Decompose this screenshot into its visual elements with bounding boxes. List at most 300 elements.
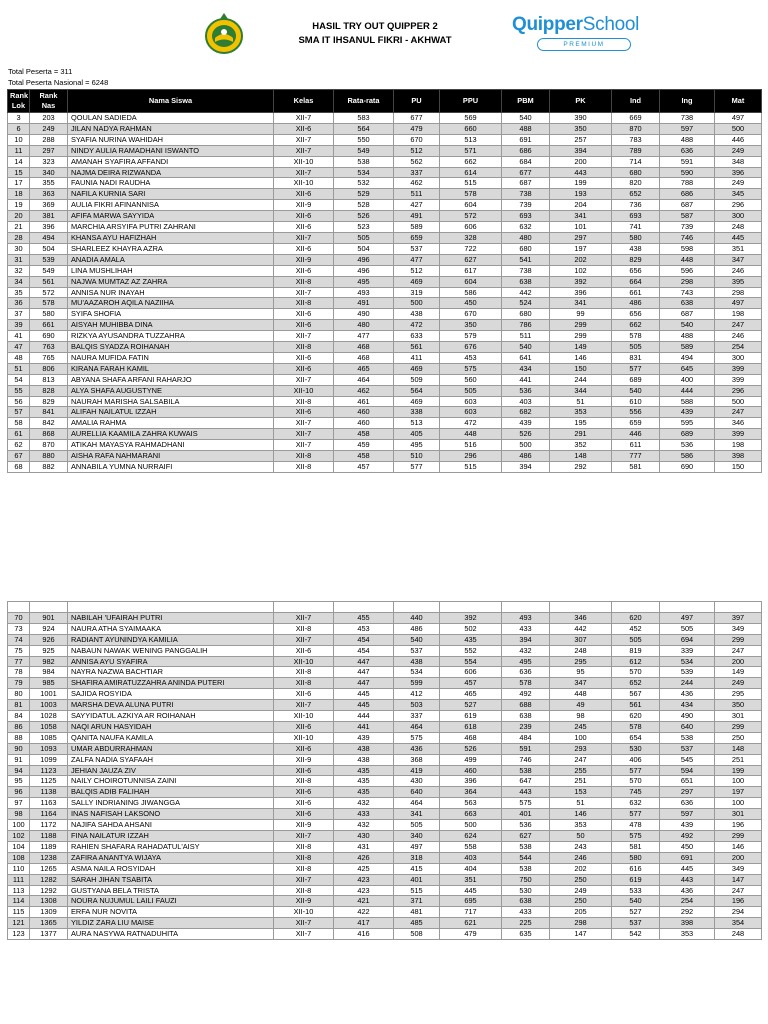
table-cell: 537 <box>394 243 440 254</box>
table-cell: 353 <box>660 929 715 940</box>
table-cell: 575 <box>612 831 660 842</box>
table-cell: 1238 <box>30 852 68 863</box>
table-cell: 505 <box>394 820 440 831</box>
table-cell: 296 <box>715 200 762 211</box>
table-cell: 457 <box>334 462 394 473</box>
table-row <box>8 178 762 189</box>
table-cell: 570 <box>612 667 660 678</box>
table-cell: 11 <box>8 145 30 156</box>
table-cell: 612 <box>612 656 660 667</box>
table-cell: XII-6 <box>274 689 334 700</box>
table-cell: 495 <box>394 440 440 451</box>
table-cell: 480 <box>502 232 550 243</box>
table-cell: 484 <box>502 732 550 743</box>
table-cell: 18 <box>8 189 30 200</box>
table-cell: 561 <box>394 342 440 353</box>
table-cell: 197 <box>715 787 762 798</box>
table-cell: 454 <box>334 634 394 645</box>
table-cell: 549 <box>30 265 68 276</box>
table-cell: 590 <box>660 167 715 178</box>
col-pu: PU <box>394 90 440 113</box>
table-cell: XII-10 <box>274 656 334 667</box>
table-cell: 447 <box>334 656 394 667</box>
table-row <box>8 776 762 787</box>
table-cell: 572 <box>30 287 68 298</box>
table-cell: 468 <box>440 732 502 743</box>
table-cell: 298 <box>660 276 715 287</box>
table-cell: 530 <box>502 885 550 896</box>
table-cell: 828 <box>30 385 68 396</box>
table-cell: 70 <box>8 612 30 623</box>
table-cell: 636 <box>660 145 715 156</box>
table-cell: 556 <box>612 407 660 418</box>
table-cell: 575 <box>502 798 550 809</box>
table-cell: XII-7 <box>274 418 334 429</box>
table-cell: NAJMA DEIRA RIZWANDA <box>68 167 274 178</box>
table-cell: 641 <box>502 352 550 363</box>
table-cell: 469 <box>394 276 440 287</box>
table-cell: 58 <box>8 418 30 429</box>
table-cell: 606 <box>440 222 502 233</box>
table-row <box>8 623 762 634</box>
report-title-line2: SMA IT IHSANUL FIKRI - AKHWAT <box>298 35 452 46</box>
table-cell: ANNISA NUR INAYAH <box>68 287 274 298</box>
table-cell: 497 <box>715 298 762 309</box>
empty-cell <box>394 602 440 613</box>
table-cell: RIZKYA AYUSANDRA TUZZAHRA <box>68 331 274 342</box>
table-cell: 619 <box>440 711 502 722</box>
table-cell: 347 <box>550 678 612 689</box>
table-cell: 457 <box>440 678 502 689</box>
table-cell: 80 <box>8 689 30 700</box>
table-cell: 433 <box>502 623 550 634</box>
table-cell: 203 <box>30 113 68 124</box>
table-cell: 526 <box>334 211 394 222</box>
table-cell: XII-7 <box>274 440 334 451</box>
table-cell: XII-10 <box>274 156 334 167</box>
table-cell: 1282 <box>30 874 68 885</box>
table-cell: 411 <box>394 352 440 363</box>
table-cell: 624 <box>440 831 502 842</box>
table-cell: 150 <box>715 462 762 473</box>
table-cell: XII-7 <box>274 874 334 885</box>
table-header-row <box>8 90 762 113</box>
table-cell: 392 <box>440 612 502 623</box>
table-cell: 664 <box>612 276 660 287</box>
table-cell: 114 <box>8 896 30 907</box>
table-cell: 636 <box>502 667 550 678</box>
table-cell: 249 <box>715 678 762 689</box>
table-cell: 115 <box>8 907 30 918</box>
table-cell: XII-6 <box>274 211 334 222</box>
table-cell: 524 <box>502 298 550 309</box>
table-cell: ALIFAH NAILATUL IZZAH <box>68 407 274 418</box>
table-cell: 635 <box>502 929 550 940</box>
table-cell: 496 <box>334 254 394 265</box>
table-row <box>8 429 762 440</box>
table-cell: 575 <box>394 732 440 743</box>
table-row <box>8 222 762 233</box>
table-cell: 90 <box>8 743 30 754</box>
table-cell: 500 <box>715 396 762 407</box>
table-cell: 369 <box>30 200 68 211</box>
table-cell: 434 <box>660 700 715 711</box>
table-cell: 490 <box>660 711 715 722</box>
table-cell: XII-8 <box>274 852 334 863</box>
table-cell: 433 <box>334 809 394 820</box>
table-cell: 298 <box>550 918 612 929</box>
table-cell: 532 <box>334 178 394 189</box>
table-cell: 32 <box>8 265 30 276</box>
table-cell: 580 <box>612 852 660 863</box>
table-cell: 577 <box>612 363 660 374</box>
table-cell: 443 <box>502 787 550 798</box>
table-cell: 603 <box>440 407 502 418</box>
table-cell: 695 <box>440 896 502 907</box>
table-cell: 394 <box>502 462 550 473</box>
report-header <box>0 0 768 60</box>
table-row <box>8 331 762 342</box>
table-row <box>8 863 762 874</box>
table-cell: 436 <box>660 689 715 700</box>
table-cell: 77 <box>8 656 30 667</box>
table-cell: RAHIEN SHAFARA RAHADATUL'AISY <box>68 841 274 852</box>
table-cell: 806 <box>30 363 68 374</box>
table-cell: 250 <box>715 732 762 743</box>
report-title-line1: HASIL TRY OUT QUIPPER 2 <box>312 21 438 32</box>
table-cell: 96 <box>8 787 30 798</box>
table-cell: 651 <box>660 776 715 787</box>
table-cell: GUSTYANA BELA TRISTA <box>68 885 274 896</box>
table-cell: 488 <box>660 134 715 145</box>
table-cell: 394 <box>502 634 550 645</box>
table-cell: XII-10 <box>274 385 334 396</box>
table-cell: 21 <box>8 222 30 233</box>
table-cell: 512 <box>394 265 440 276</box>
table-cell: 101 <box>550 222 612 233</box>
table-cell: 632 <box>612 798 660 809</box>
table-cell: XII-7 <box>274 167 334 178</box>
table-cell: 399 <box>715 429 762 440</box>
table-cell: NOURA NUJUMUL LAILI FAUZI <box>68 896 274 907</box>
table-cell: 149 <box>550 342 612 353</box>
table-cell: XII-7 <box>274 113 334 124</box>
table-row <box>8 145 762 156</box>
table-row <box>8 342 762 353</box>
table-cell: 786 <box>502 320 550 331</box>
table-cell: 67 <box>8 451 30 462</box>
table-cell: 750 <box>502 874 550 885</box>
table-row <box>8 418 762 429</box>
table-cell: ABYANA SHAFA ARFANI RAHARJO <box>68 374 274 385</box>
table-cell: 248 <box>715 222 762 233</box>
table-cell: 560 <box>440 374 502 385</box>
table-cell: 79 <box>8 678 30 689</box>
table-cell: 536 <box>502 820 550 831</box>
table-cell: 34 <box>8 276 30 287</box>
table-cell: 19 <box>8 200 30 211</box>
table-cell: 111 <box>8 874 30 885</box>
table-cell: 257 <box>550 134 612 145</box>
table-cell: 746 <box>660 232 715 243</box>
table-cell: 368 <box>394 754 440 765</box>
table-cell: 1265 <box>30 863 68 874</box>
table-cell: MARCHIA ARSYIFA PUTRI ZAHRANI <box>68 222 274 233</box>
table-cell: 777 <box>612 451 660 462</box>
table-cell: 509 <box>394 374 440 385</box>
empty-cell <box>68 602 274 613</box>
table-cell: 494 <box>30 232 68 243</box>
table-cell: 540 <box>660 320 715 331</box>
table-cell: XII-7 <box>274 145 334 156</box>
table-cell: 406 <box>612 754 660 765</box>
table-row <box>8 765 762 776</box>
table-cell: 75 <box>8 645 30 656</box>
table-cell: 319 <box>394 287 440 298</box>
table-cell: 347 <box>715 254 762 265</box>
table-cell: 14 <box>8 156 30 167</box>
table-cell: 676 <box>440 342 502 353</box>
table-cell: AISYAH MUHIBBA DINA <box>68 320 274 331</box>
table-cell: 97 <box>8 798 30 809</box>
table-cell: 515 <box>440 178 502 189</box>
table-cell: 591 <box>502 743 550 754</box>
table-cell: 299 <box>550 331 612 342</box>
table-cell: 68 <box>8 462 30 473</box>
table-cell: 99 <box>550 309 612 320</box>
table-cell: 677 <box>502 167 550 178</box>
table-cell: 104 <box>8 841 30 852</box>
table-cell: 661 <box>30 320 68 331</box>
table-cell: 441 <box>334 721 394 732</box>
table-cell: NAILY CHOIROTUNNISA ZAINI <box>68 776 274 787</box>
table-cell: 537 <box>660 743 715 754</box>
table-cell: 35 <box>8 287 30 298</box>
table-cell: 598 <box>660 243 715 254</box>
table-cell: XII-8 <box>274 841 334 852</box>
table-cell: 246 <box>715 265 762 276</box>
table-cell: 670 <box>440 309 502 320</box>
table-row <box>8 809 762 820</box>
table-cell: 146 <box>550 352 612 363</box>
table-cell: XII-7 <box>274 831 334 842</box>
col-ppu: PPU <box>440 90 502 113</box>
table-cell: XII-9 <box>274 754 334 765</box>
table-cell: 542 <box>612 929 660 940</box>
table-cell: 435 <box>334 787 394 798</box>
table-cell: 494 <box>660 352 715 363</box>
table-cell: YILDIZ ZARA LIU MAISE <box>68 918 274 929</box>
table-cell: 36 <box>8 298 30 309</box>
table-cell: 831 <box>612 352 660 363</box>
table-cell: 10 <box>8 134 30 145</box>
table-cell: 202 <box>550 863 612 874</box>
table-cell: 493 <box>502 612 550 623</box>
table-cell: 430 <box>334 831 394 842</box>
table-cell: 403 <box>502 396 550 407</box>
table-cell: 656 <box>612 265 660 276</box>
table-cell: 500 <box>715 123 762 134</box>
table-cell: MU'AAZAROH AQILA NAZIIHA <box>68 298 274 309</box>
table-cell: QOULAN SADIEDA <box>68 113 274 124</box>
table-cell: 1309 <box>30 907 68 918</box>
table-cell: 589 <box>394 222 440 233</box>
empty-cell <box>502 602 550 613</box>
table-cell: 620 <box>612 711 660 722</box>
table-cell: 20 <box>8 211 30 222</box>
table-cell: 550 <box>334 134 394 145</box>
table-cell: 539 <box>30 254 68 265</box>
table-cell: 680 <box>612 167 660 178</box>
table-row <box>8 787 762 798</box>
table-cell: 352 <box>550 440 612 451</box>
table-cell: ZAFIRA ANANTYA WIJAYA <box>68 852 274 863</box>
table-cell: XII-8 <box>274 396 334 407</box>
col-rank-lok: Rank Lok <box>8 90 30 113</box>
table-cell: 687 <box>660 309 715 320</box>
table-cell: 813 <box>30 374 68 385</box>
table-cell: 349 <box>715 623 762 634</box>
table-cell: 337 <box>394 711 440 722</box>
table-cell: XII-8 <box>274 298 334 309</box>
table-cell: 381 <box>30 211 68 222</box>
table-cell: 200 <box>715 852 762 863</box>
table-cell: XII-6 <box>274 265 334 276</box>
table-cell: 148 <box>550 451 612 462</box>
table-cell: 288 <box>30 134 68 145</box>
table-cell: JEHIAN JAUZA ZIV <box>68 765 274 776</box>
table-cell: 469 <box>394 396 440 407</box>
table-row <box>8 732 762 743</box>
table-cell: XII-6 <box>274 123 334 134</box>
table-cell: 147 <box>550 929 612 940</box>
table-cell: 422 <box>334 907 394 918</box>
table-cell: 619 <box>612 874 660 885</box>
table-cell: 486 <box>502 451 550 462</box>
table-cell: 462 <box>334 385 394 396</box>
table-cell: 150 <box>550 363 612 374</box>
table-cell: 445 <box>660 863 715 874</box>
table-cell: 503 <box>394 700 440 711</box>
table-cell: JILAN NADYA RAHMAN <box>68 123 274 134</box>
table-cell: 17 <box>8 178 30 189</box>
col-pbm: PBM <box>502 90 550 113</box>
table-cell: 110 <box>8 863 30 874</box>
table-cell: 570 <box>612 776 660 787</box>
table-cell: 51 <box>550 798 612 809</box>
table-cell: 505 <box>440 385 502 396</box>
table-cell: 296 <box>440 451 502 462</box>
table-row <box>8 254 762 265</box>
table-cell: 78 <box>8 667 30 678</box>
brand-school: School <box>582 14 640 35</box>
table-cell: 745 <box>612 787 660 798</box>
table-cell: 458 <box>334 451 394 462</box>
table-cell: 440 <box>394 612 440 623</box>
table-cell: 1377 <box>30 929 68 940</box>
table-row <box>8 700 762 711</box>
table-cell: 537 <box>612 918 660 929</box>
table-cell: 829 <box>612 254 660 265</box>
table-cell: 462 <box>394 178 440 189</box>
table-cell: 147 <box>715 874 762 885</box>
table-cell: 689 <box>660 429 715 440</box>
table-cell: 1164 <box>30 809 68 820</box>
table-cell: 86 <box>8 721 30 732</box>
table-cell: 627 <box>440 254 502 265</box>
table-cell: 694 <box>660 634 715 645</box>
table-cell: 297 <box>660 787 715 798</box>
table-cell: 597 <box>660 123 715 134</box>
table-cell: XII-6 <box>274 189 334 200</box>
table-row <box>8 167 762 178</box>
table-cell: 395 <box>715 276 762 287</box>
table-cell: XII-6 <box>274 743 334 754</box>
table-cell: 504 <box>30 243 68 254</box>
table-cell: XII-7 <box>274 232 334 243</box>
table-row <box>8 885 762 896</box>
table-cell: 477 <box>394 254 440 265</box>
table-cell: XII-10 <box>274 178 334 189</box>
table-cell: 55 <box>8 385 30 396</box>
table-cell: 661 <box>612 287 660 298</box>
table-cell: KIRANA FARAH KAMIL <box>68 363 274 374</box>
table-cell: 687 <box>660 200 715 211</box>
table-cell: 693 <box>612 211 660 222</box>
table-cell: 250 <box>550 874 612 885</box>
report-title <box>290 20 460 48</box>
table-row <box>8 265 762 276</box>
table-cell: 561 <box>612 700 660 711</box>
table-cell: 244 <box>550 374 612 385</box>
table-cell: 425 <box>334 863 394 874</box>
table-cell: 445 <box>334 689 394 700</box>
table-cell: 444 <box>660 385 715 396</box>
table-cell: 500 <box>440 820 502 831</box>
table-cell: 528 <box>334 200 394 211</box>
table-cell: 604 <box>440 200 502 211</box>
table-cell: NABAUN NAWAK WENING PANGGALIH <box>68 645 274 656</box>
table-cell: 586 <box>660 451 715 462</box>
table-cell: 364 <box>440 787 502 798</box>
table-cell: 81 <box>8 700 30 711</box>
table-cell: 48 <box>8 352 30 363</box>
table-row <box>8 451 762 462</box>
table-cell: 688 <box>502 700 550 711</box>
table-row <box>8 189 762 200</box>
empty-cell <box>274 602 334 613</box>
table-cell: 654 <box>612 732 660 743</box>
table-cell: 534 <box>394 667 440 678</box>
table-cell: 505 <box>612 342 660 353</box>
table-cell: 819 <box>612 645 660 656</box>
table-row <box>8 352 762 363</box>
table-cell: 84 <box>8 711 30 722</box>
table-cell: 293 <box>550 743 612 754</box>
table-row <box>8 929 762 940</box>
table-cell: AMALIA RAHMA <box>68 418 274 429</box>
table-row <box>8 462 762 473</box>
table-cell: 249 <box>550 885 612 896</box>
table-cell: 741 <box>612 222 660 233</box>
table-cell: 621 <box>440 918 502 929</box>
table-cell: SAYYIDATUL AZKIYA AR ROIHANAH <box>68 711 274 722</box>
table-cell: 588 <box>660 396 715 407</box>
table-cell: 452 <box>612 623 660 634</box>
table-cell: 54 <box>8 374 30 385</box>
table-cell: 195 <box>550 418 612 429</box>
col-ind: Ind <box>612 90 660 113</box>
